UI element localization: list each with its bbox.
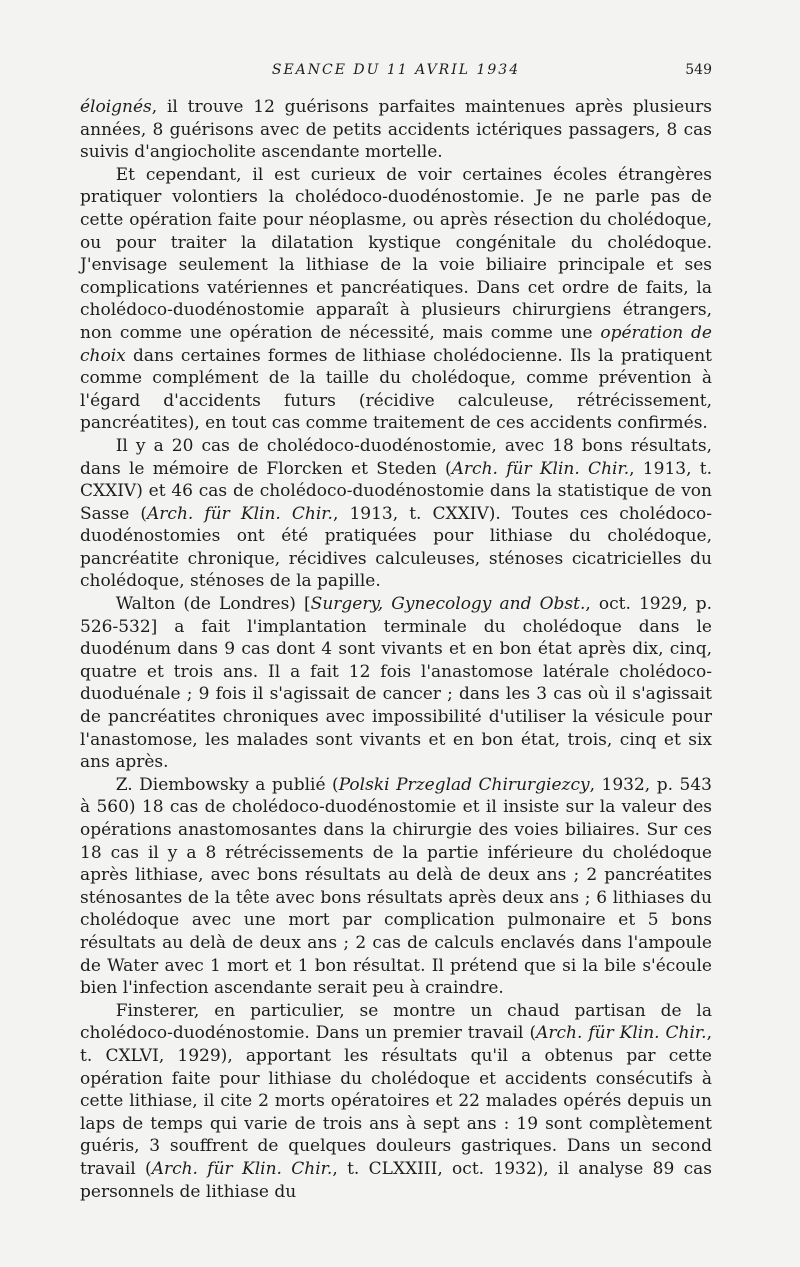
text-run: , t. CLXXIII, oct. 1932), il analyse 89 cas personnels de lithiase du xyxy=(80,1158,712,1202)
text-run: , 1913, t. CXXIV). Toutes ces cholédoco-duodénostomies ont été pratiquées pour lithiase du cholédoque, pancréatite chronique, récidives calculeuses, sténoses cicatricielles du cholédoque, sténoses de la papille. xyxy=(80,503,713,592)
paragraph xyxy=(80,164,712,435)
text-run: dans certaines formes de lithiase cholédocienne. Ils la pratiquent comme complément de la taille du cholédoque, comme prévention à l'égard d'accidents futurs (récidive calculeuse, rétrécissement, pancréatites), en tout cas comme traitement de ces accidents confirmés. xyxy=(80,345,712,434)
body-text xyxy=(80,96,712,1203)
text-run: Finsterer, en particulier, se montre un chaud partisan de la cholédoco-duodénostomie. Dans un premier travail ( xyxy=(80,1000,712,1044)
text-run: , 1913, t. CXXIV) et 46 cas de cholédoco-duodénostomie dans la statistique de von Sasse ( xyxy=(80,458,712,524)
running-header xyxy=(80,60,712,84)
citation-title: Surgery, Gynecology and Obst. xyxy=(310,594,586,615)
citation-title: Arch. für Klin. Chir. xyxy=(536,1023,707,1044)
text-run: Il y a 20 cas de cholédoco-duodénostomie, avec 18 bons résultats, dans le mémoire de Florcken et Steden ( xyxy=(80,435,712,479)
citation-title: Polski Przeglad Chirurgiezcy xyxy=(338,774,590,795)
text-run: opération de choix xyxy=(80,322,712,366)
citation-title: Arch. für Klin. Chir. xyxy=(451,458,630,479)
text-run: , oct. 1929, p. 526-532] a fait l'implantation terminale du cholédoque dans le duodénum dans 9 cas dont 4 sont vivants et en bon état après dix, cinq, quatre et trois ans. Il a fait 12 fois l'anastomose latérale cholédoco-duoduénale ; 9 fois il s'agissait de cancer ; dans les 3 cas où il s'agissait de pancréatites chroniques avec impossibilité d'utiliser la vésicule pour l'anastomose, les malades sont vivants et en bon état, trois, cinq et six ans après. xyxy=(80,594,712,773)
text-run: Z. Diembowsky a publié ( xyxy=(115,774,339,795)
citation-title: Arch. für Klin. Chir. xyxy=(147,503,333,524)
paragraph xyxy=(80,1000,712,1203)
text-run: , t. CXLVI, 1929), apportant les résultats qu'il a obtenus par cette opération faite pour lithiase du cholédoque et accidents consécutifs à cette lithiase, il cite 2 morts opératoires et 22 malades opérés depuis un laps de temps qui varie de trois ans à sept ans : 19 sont complètement guéris, 3 souffrent de quelques douleurs gastriques. Dans un second travail ( xyxy=(80,1023,712,1179)
running-title: SEANCE DU 11 AVRIL 1934 xyxy=(271,62,521,78)
paragraph xyxy=(80,435,712,593)
text-run: Walton (de Londres) [ xyxy=(115,594,311,615)
text-run: , il trouve 12 guérisons parfaites maintenues après plusieurs années, 8 guérisons avec de petits accidents ictériques passagers, 8 cas suivis d'angiocholite ascendante mortelle. xyxy=(80,97,712,163)
paragraph xyxy=(80,593,712,774)
citation-title: Arch. für Klin. Chir. xyxy=(151,1158,333,1179)
paragraph xyxy=(80,96,712,164)
text-run: , 1932, p. 543 à 560) 18 cas de cholédoco-duodénostomie et il insiste sur la valeur des opérations anastomosantes dans la chirurgie des voies biliaires. Sur ces 18 cas il y a 8 rétrécissements de la partie inférieure du cholédoque après lithiase, avec bons résultats au delà de deux ans ; 2 pancréatites sténosantes de la tête avec bons résultats après deux ans ; 6 lithiases du cholédoque avec une mort par complication pulmonaire et 5 bons résultats au delà de deux ans ; 2 cas de calculs enclavés dans l'ampoule de Water avec 1 mort et 1 bon résultat. Il prétend que si la bile s'écoule bien l'infection ascendante serait peu à craindre. xyxy=(80,774,712,999)
page-number: 549 xyxy=(685,62,712,78)
text-run: Et cependant, il est curieux de voir certaines écoles étrangères pratiquer volontiers la cholédoco-duodénostomie. Je ne parle pas de cette opération faite pour néoplasme, ou après résection du cholédoque, ou pour traiter la dilatation kystique congénitale du cholédoque. J'envisage seulement la lithiase de la voie biliaire principale et ses complications vatériennes et pancréatiques. Dans cet ordre de faits, la cholédoco-duodénostomie apparaît à plusieurs chirurgiens étrangers, non comme une opération de nécessité, mais comme une xyxy=(80,164,712,343)
text-run: éloignés xyxy=(80,97,152,117)
paragraph xyxy=(80,774,712,1000)
